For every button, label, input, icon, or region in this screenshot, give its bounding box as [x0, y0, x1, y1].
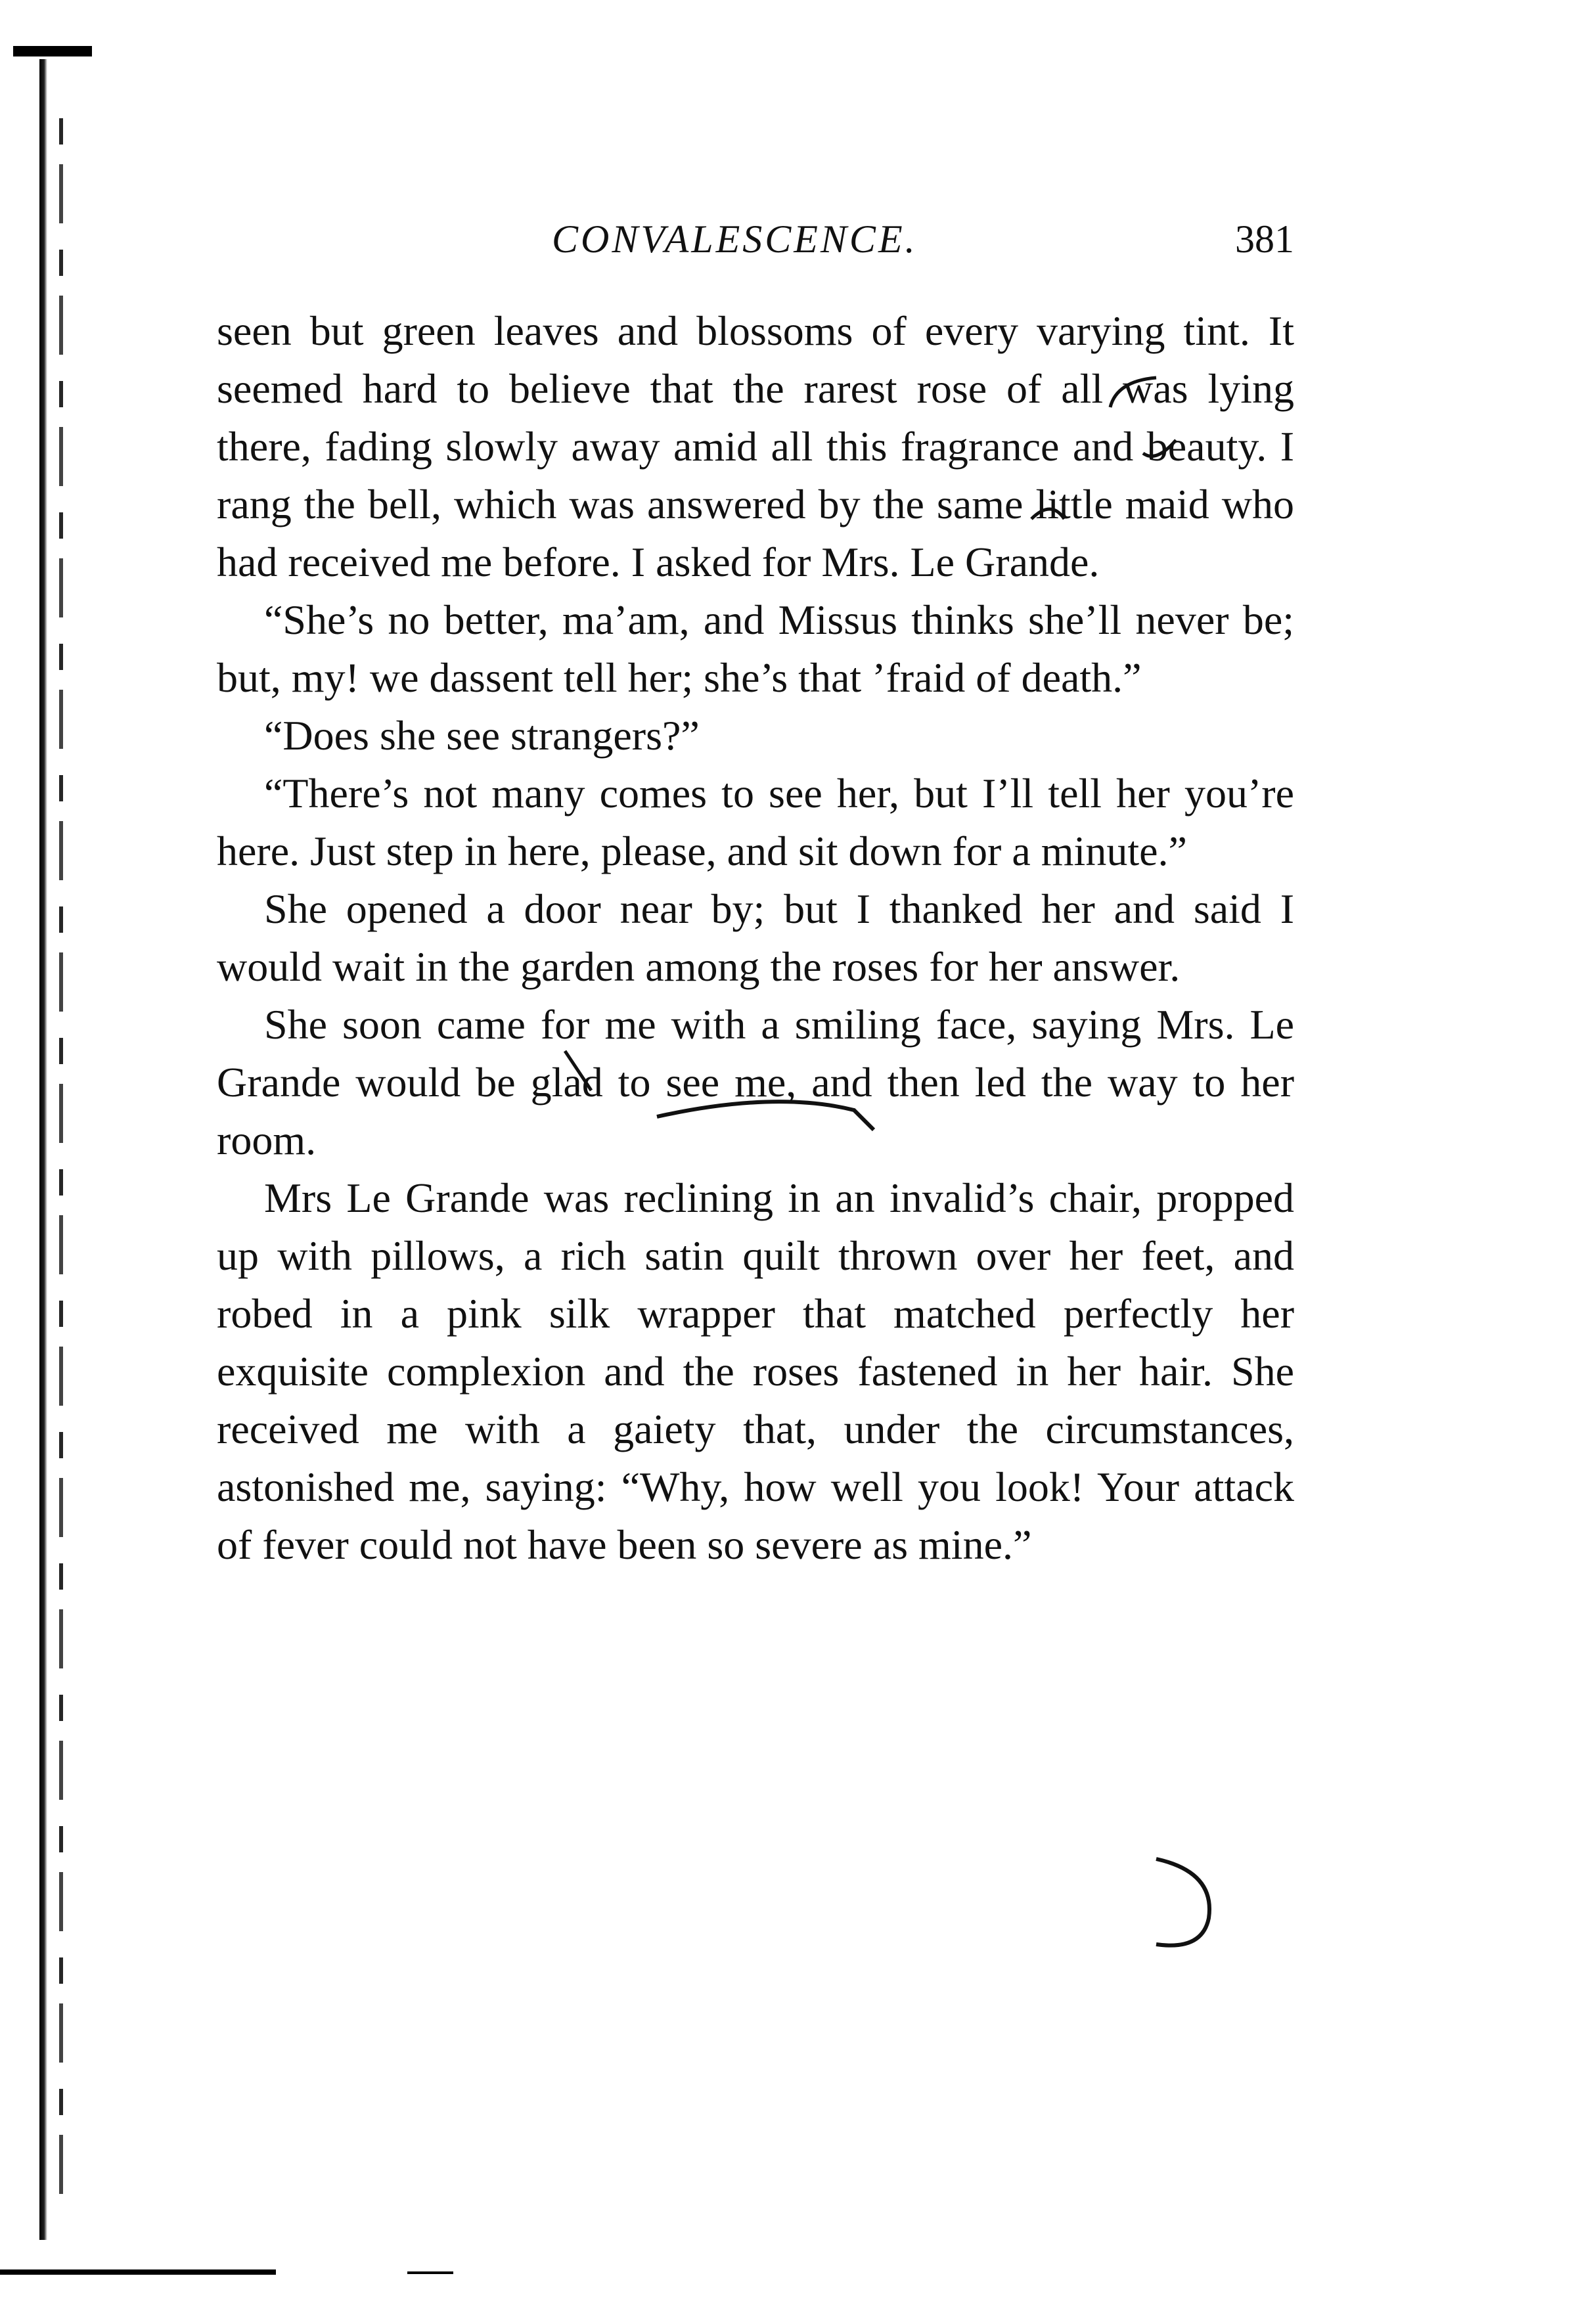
running-title: CONVALESCENCE. — [552, 217, 918, 261]
paragraph-7: Mrs Le Grande was reclining in an invalid’s chair, propped up with pillows, a rich satin quilt thrown over her feet, and robed in a pink silk wrapper that matched perfectly her exquisite complexion and the roses fastened in her hair. She received me with a gaiety that, under the circumstances, astonished me, saying: “Why, how well you look! Your attack of fever could not have been so severe as mine.” — [217, 1174, 1294, 1568]
body-text — [217, 302, 1294, 1574]
paragraph-4: “There’s not many comes to see her, but I’ll tell her you’re here. Just step in here, please, and sit down for a minute.” — [217, 770, 1294, 874]
page-header — [217, 217, 1294, 276]
paragraph-2: “She’s no better, ma’am, and Missus thinks she’ll never be; but, my! we dassent tell her; she’s that ’fraid of death.” — [217, 596, 1294, 701]
paragraph-5: She opened a door near by; but I thanked her and said I would wait in the garden among the roses for her answer. — [217, 885, 1294, 990]
bottom-dash-mark — [407, 2271, 453, 2274]
binding-spine-specks — [59, 118, 63, 2220]
paragraph-1: seen but green leaves and blossoms of every varying tint. It seemed hard to believe that the rarest rose of all was lying there, fading slowly away amid all this fragrance and beauty. I rang the bell, which was answered by the same little maid who had received me before. I asked for Mrs. Le Grande. — [217, 307, 1294, 585]
page-number: 381 — [1235, 217, 1294, 261]
paragraph-6: She soon came for me with a smiling face, saying Mrs. Le Grande would be glad to see me, and then led the way to her room. — [217, 1001, 1294, 1163]
binding-gutter — [0, 39, 145, 2286]
pencil-stroke-end — [1156, 1859, 1209, 1946]
paragraph-3: “Does she see strangers?” — [264, 712, 700, 759]
binding-spine-shadow — [39, 59, 47, 2240]
gutter-bottom-mark — [0, 2269, 276, 2275]
gutter-top-mark — [13, 46, 92, 56]
